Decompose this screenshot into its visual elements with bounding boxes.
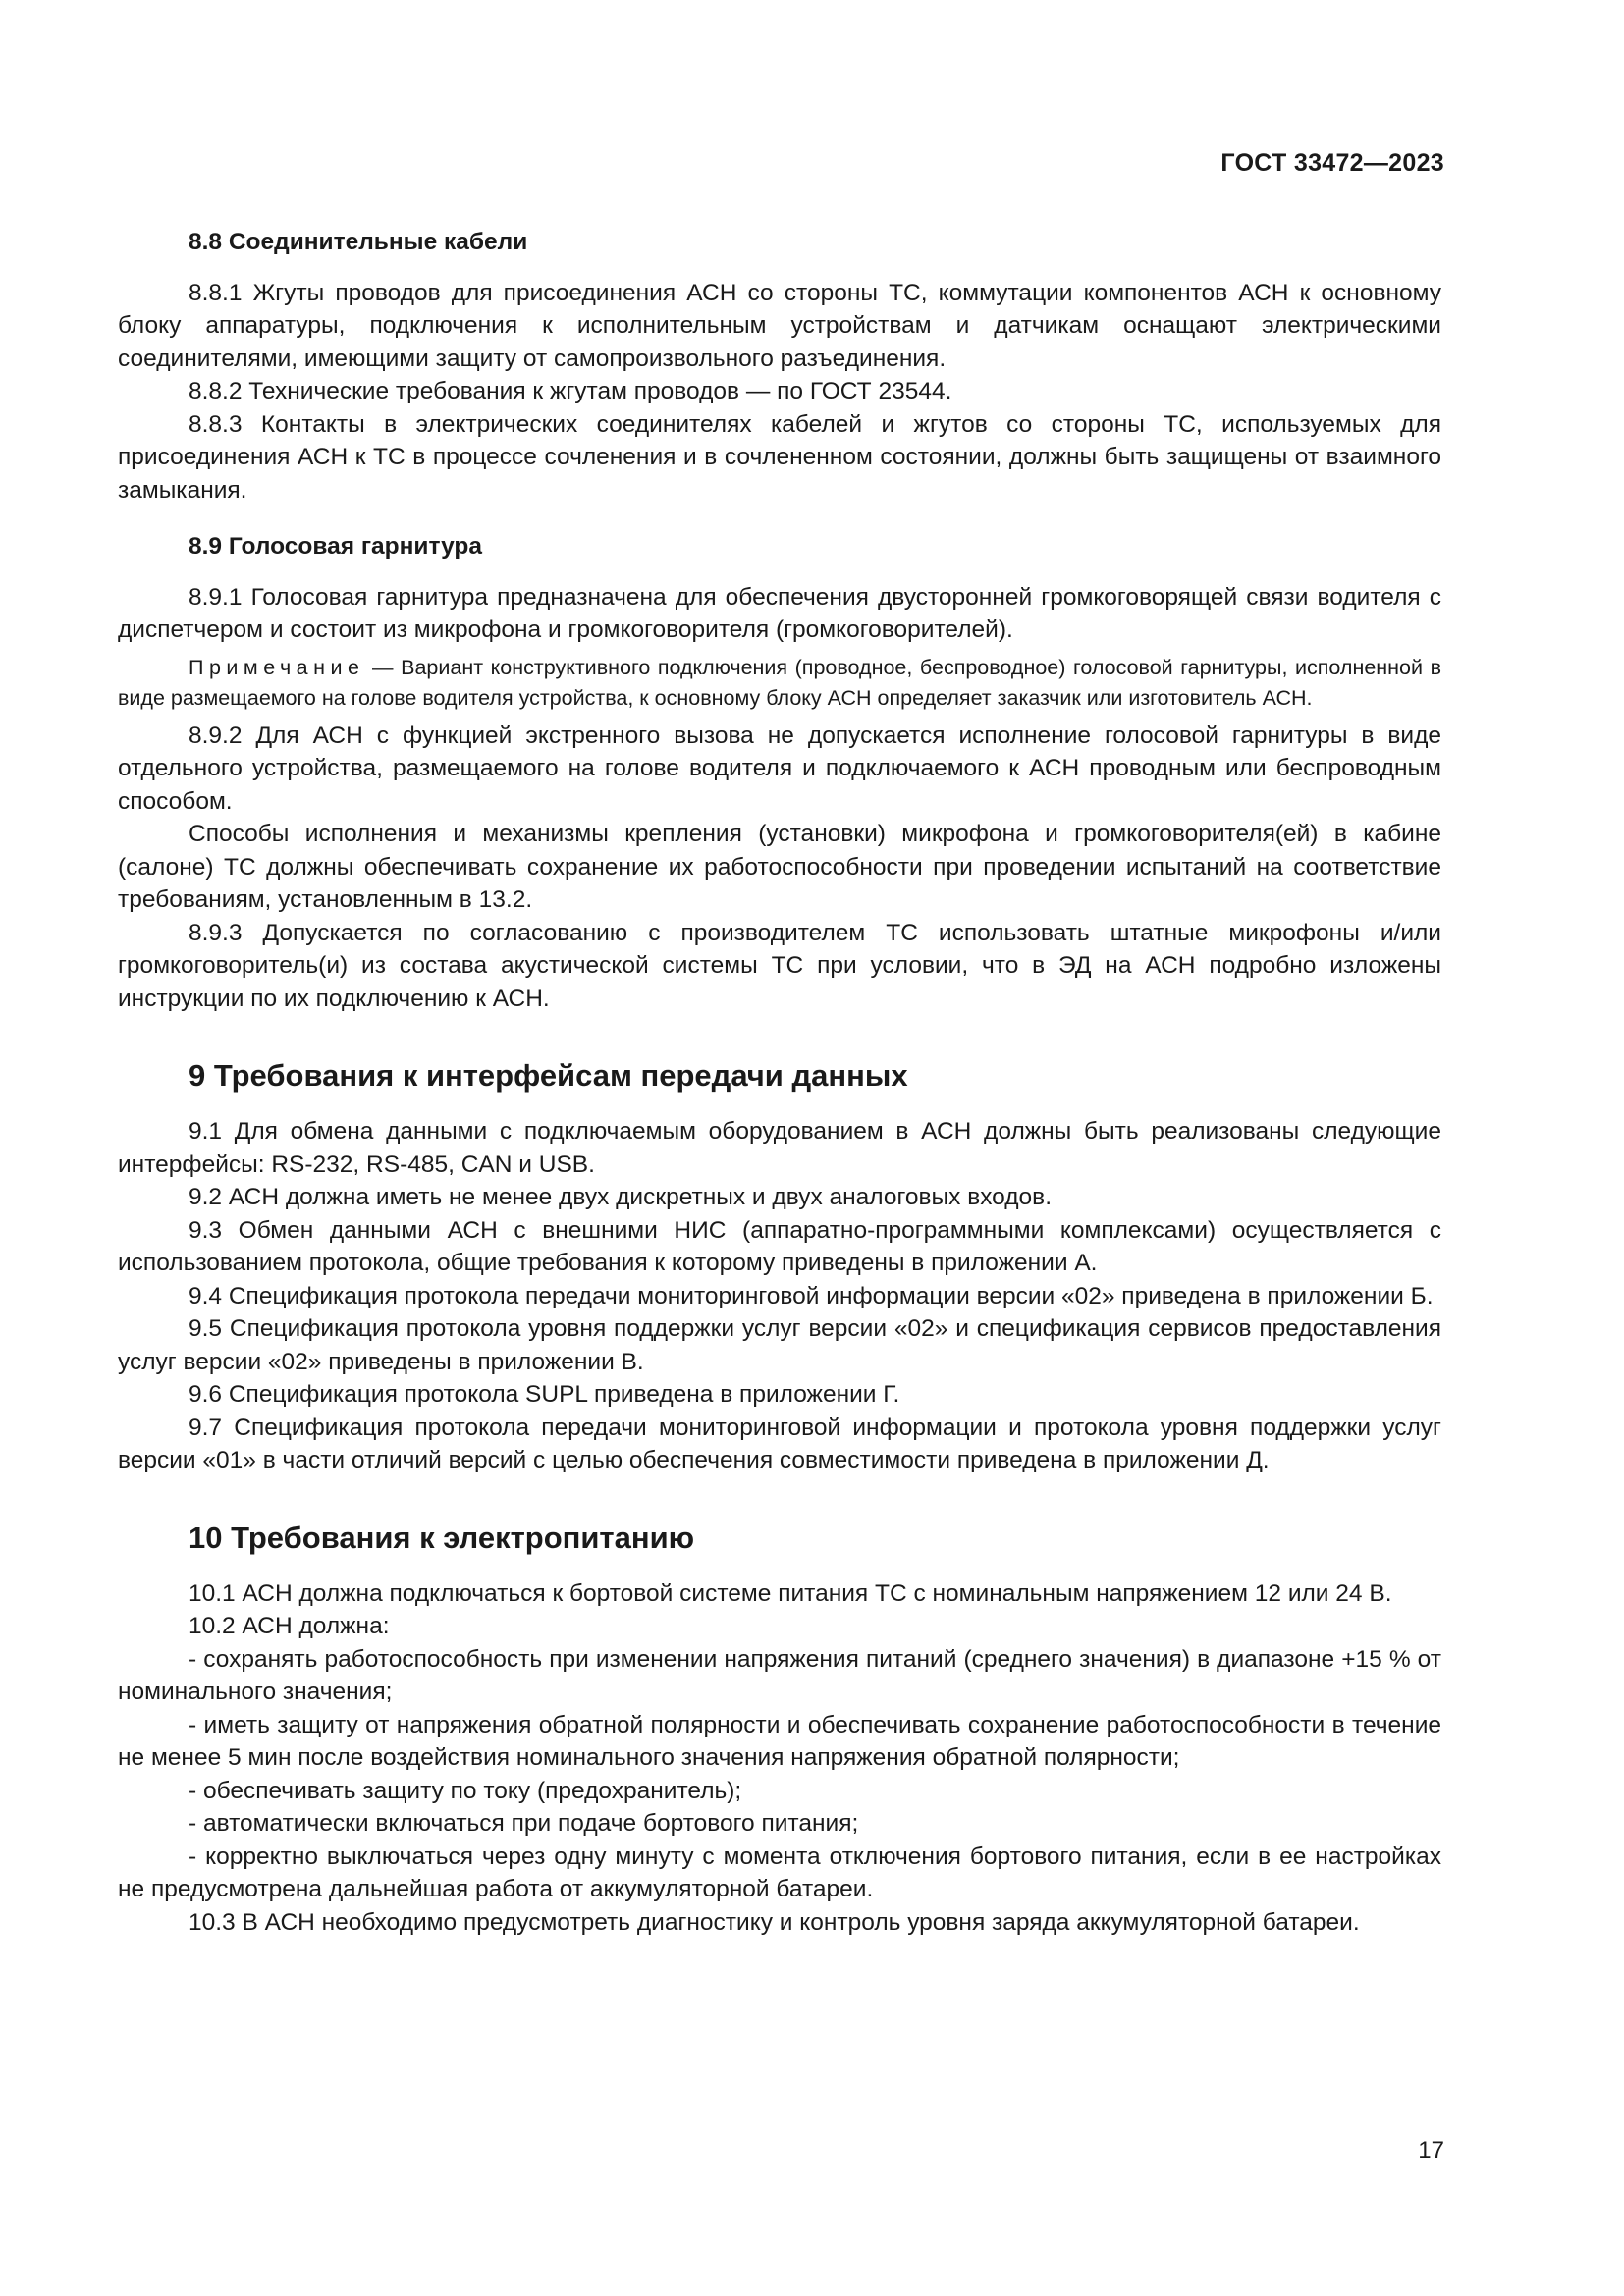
list-item: - иметь защиту от напряжения обратной полярности и обеспечивать сохранение работоспособности в течение не менее 5 мин после воздействия номинального значения напряжения обратной полярности; [118, 1711, 1441, 1771]
list-item: - автоматически включаться при подаче бортового питания; [189, 1810, 859, 1837]
paragraph-9-4: 9.4 Спецификация протокола передачи мониторинговой информации версии «02» приведена в приложении Б. [189, 1282, 1434, 1309]
paragraph-9-5: 9.5 Спецификация протокола уровня поддержки услуг версии «02» и спецификация сервисов предоставления услуг версии «02» приведены в приложении В. [118, 1315, 1441, 1375]
paragraph-8-9-3: 8.9.3 Допускается по согласованию с производителем ТС использовать штатные микрофоны и/или громкоговоритель(и) из состава акустической системы ТС при условии, что в ЭД на АСН подробно изложены инструкции по их подключению к АСН. [118, 919, 1441, 1012]
paragraph-8-9-2-cont: Способы исполнения и механизмы крепления (установки) микрофона и громкоговорителя(ей) в кабине (салоне) ТС должны обеспечивать сохранение их работоспособности при проведении испытаний на соответствие требованиям, установленным в 13.2. [118, 821, 1441, 913]
paragraph-9-7: 9.7 Спецификация протокола передачи мониторинговой информации и протокола уровня поддержки услуг версии «01» в части отличий версий с целью обеспечения совместимости приведена в приложении Д. [118, 1414, 1441, 1473]
list-item: - сохранять работоспособность при изменении напряжения питаний (среднего значения) в диапазоне +15 % от номинального значения; [118, 1645, 1441, 1705]
paragraph-10-1: 10.1 АСН должна подключаться к бортовой системе питания ТС с номинальным напряжением 12 или 24 В. [189, 1579, 1392, 1607]
document-code: ГОСТ 33472—2023 [1220, 149, 1444, 177]
paragraph-8-9-2: 8.9.2 Для АСН с функцией экстренного вызова не допускается исполнение голосовой гарнитуры в виде отдельного устройства, размещаемого на голове водителя и подключаемого к АСН проводным или беспроводным способом. [118, 721, 1441, 815]
section-8-8-heading: 8.8 Соединительные кабели [189, 229, 528, 255]
list-item: - обеспечивать защиту по току (предохранитель); [189, 1777, 742, 1804]
paragraph-9-1: 9.1 Для обмена данными с подключаемым оборудованием в АСН должны быть реализованы следующие интерфейсы: RS-232, RS-485, CAN и USB. [118, 1118, 1441, 1178]
paragraph-10-3: 10.3 В АСН необходимо предусмотреть диагностику и контроль уровня заряда аккумуляторной батареи. [189, 1908, 1360, 1936]
section-8-9-heading: 8.9 Голосовая гарнитура [189, 533, 482, 560]
note-paragraph [118, 653, 1441, 714]
paragraph-10-2: 10.2 АСН должна: [189, 1613, 390, 1639]
list-item: - корректно выключаться через одну минуту с момента отключения бортового питания, если в ее настройках не предусмотрена дальнейшая работа от аккумуляторной батареи. [118, 1842, 1441, 1902]
page-number: 17 [1418, 2137, 1444, 2163]
paragraph-8-9-1: 8.9.1 Голосовая гарнитура предназначена для обеспечения двусторонней громкоговорящей связи водителя с диспетчером и состоит из микрофона и громкоговорителя (громкоговорителей). [118, 583, 1441, 643]
paragraph-8-8-2: 8.8.2 Технические требования к жгутам проводов — по ГОСТ 23544. [189, 378, 952, 404]
paragraph-9-2: 9.2 АСН должна иметь не менее двух дискретных и двух аналоговых входов. [189, 1184, 1053, 1210]
paragraph-9-3: 9.3 Обмен данными АСН с внешними НИС (аппаратно-программными комплексами) осуществляется с использованием протокола, общие требования к которому приведены в приложении А. [118, 1216, 1441, 1276]
note-label: Примечание [189, 655, 365, 679]
section-10-heading: 10 Требования к электропитанию [189, 1520, 695, 1555]
paragraph-9-6: 9.6 Спецификация протокола SUPL приведена в приложении Г. [189, 1381, 900, 1408]
paragraph-8-8-3: 8.8.3 Контакты в электрических соединителях кабелей и жгутов со стороны ТС, используемых для присоединения АСН к ТС в процессе сочленения и в сочлененном состоянии, должны быть защищены от взаимного замыкания. [118, 410, 1441, 504]
page-body [118, 226, 1441, 1939]
paragraph-8-8-1: 8.8.1 Жгуты проводов для присоединения АСН со стороны ТС, коммутации компонентов АСН к основному блоку аппаратуры, подключения к исполнительным устройствам и датчикам оснащают электрическими соединителями, имеющими защиту от самопроизвольного разъединения. [118, 279, 1441, 372]
section-9-heading: 9 Требования к интерфейсам передачи данных [189, 1058, 908, 1093]
note-text: — Вариант конструктивного подключения (проводное, беспроводное) голосовой гарнитуры, исполненной в виде размещаемого на голове водителя устройства, к основному блоку АСН определяет заказчик или изготовитель АСН. [118, 655, 1441, 710]
